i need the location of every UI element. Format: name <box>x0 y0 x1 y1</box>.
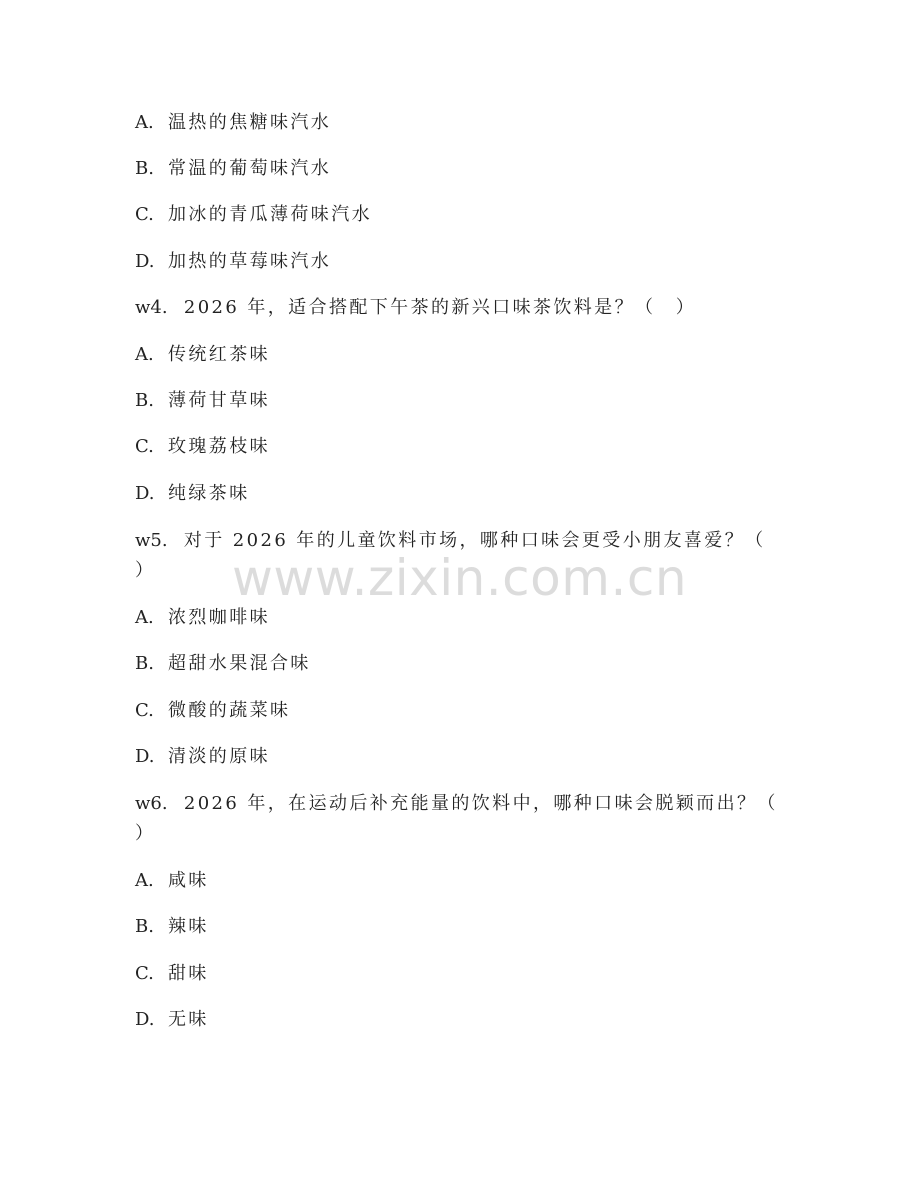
question-text-continuation: ） <box>135 560 156 581</box>
q3-option-d <box>135 250 331 274</box>
option-text: 微酸的蔬菜味 <box>168 700 291 721</box>
option-text: 无味 <box>168 1009 209 1030</box>
q5-option-b <box>135 652 311 676</box>
q4-question <box>135 296 696 320</box>
option-text: 辣味 <box>168 916 209 937</box>
option-text: 加热的草莓味汽水 <box>168 251 332 272</box>
question-number: w4. <box>135 297 168 318</box>
option-letter: D. <box>135 251 155 272</box>
option-letter: B. <box>135 653 154 674</box>
option-letter: C. <box>135 204 154 225</box>
option-letter: B. <box>135 390 154 411</box>
q5-option-a <box>135 606 270 630</box>
option-text: 常温的葡萄味汽水 <box>168 158 332 179</box>
option-text: 加冰的青瓜薄荷味汽水 <box>168 204 372 225</box>
option-text: 纯绿茶味 <box>168 483 250 504</box>
question-number: w5. <box>135 530 168 551</box>
option-letter: A. <box>135 607 154 628</box>
q6-option-d <box>135 1008 209 1032</box>
q4-option-b <box>135 389 270 413</box>
option-text: 薄荷甘草味 <box>168 390 270 411</box>
q3-option-b <box>135 157 331 181</box>
option-letter: D. <box>135 483 155 504</box>
option-text: 玫瑰荔枝味 <box>168 436 270 457</box>
option-text: 超甜水果混合味 <box>168 653 311 674</box>
option-letter: D. <box>135 1009 155 1030</box>
option-text: 甜味 <box>168 963 209 984</box>
question-text: 2026 年，在运动后补充能量的饮料中，哪种口味会脱颖而出？（ <box>183 793 778 814</box>
option-letter: C. <box>135 963 154 984</box>
q3-option-a <box>135 111 331 135</box>
option-letter: A. <box>135 112 154 133</box>
option-text: 浓烈咖啡味 <box>168 607 270 628</box>
option-letter: D. <box>135 746 155 767</box>
option-letter: B. <box>135 158 154 179</box>
question-text: 对于 2026 年的儿童饮料市场，哪种口味会更受小朋友喜爱？（ <box>183 530 766 551</box>
watermark: www.zixin.com.cn <box>232 549 688 607</box>
option-letter: A. <box>135 870 154 891</box>
option-letter: C. <box>135 700 154 721</box>
q5-option-c <box>135 699 290 723</box>
question-text-continuation: ） <box>135 823 156 844</box>
q6-question <box>135 792 778 816</box>
option-letter: C. <box>135 436 154 457</box>
q5-option-d <box>135 745 270 769</box>
option-letter: A. <box>135 344 154 365</box>
q4-option-c <box>135 435 270 459</box>
question-text: 2026 年，适合搭配下午茶的新兴口味茶饮料是？（ ） <box>183 297 697 318</box>
q6-question-continuation <box>135 822 155 846</box>
q4-option-a <box>135 343 270 367</box>
q4-option-d <box>135 482 250 506</box>
q3-option-c <box>135 203 372 227</box>
q6-option-a <box>135 869 209 893</box>
q6-option-b <box>135 915 209 939</box>
option-letter: B. <box>135 916 154 937</box>
q6-option-c <box>135 962 209 986</box>
option-text: 清淡的原味 <box>168 746 270 767</box>
option-text: 传统红茶味 <box>168 344 270 365</box>
option-text: 咸味 <box>168 870 209 891</box>
option-text: 温热的焦糖味汽水 <box>168 112 332 133</box>
question-number: w6. <box>135 793 168 814</box>
q5-question-continuation <box>135 559 155 583</box>
